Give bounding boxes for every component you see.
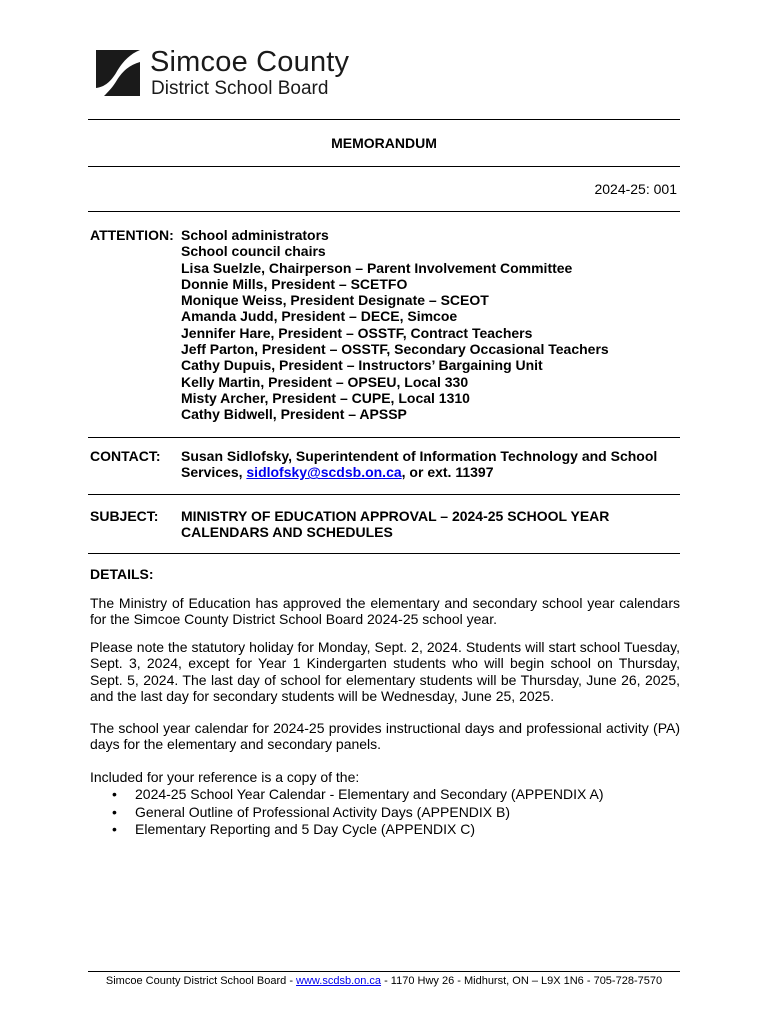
- recipient: School administrators: [181, 227, 329, 243]
- recipient: School council chairs: [181, 243, 326, 260]
- attention-label: ATTENTION:: [90, 227, 174, 243]
- divider: [88, 119, 680, 120]
- appendix-list: [110, 786, 604, 839]
- recipient: Monique Weiss, President Designate – SCEOT: [181, 292, 489, 309]
- contact-line: Susan Sidlofsky, Superintendent of Information Technology and School: [181, 448, 658, 464]
- divider: [88, 211, 680, 212]
- memo-number: 2024-25: 001: [594, 181, 677, 197]
- recipient: Kelly Martin, President – OPSEU, Local 330: [181, 373, 469, 390]
- subject-label: SUBJECT:: [90, 508, 159, 524]
- contact-email-link[interactable]: sidlofsky@scdsb.on.ca: [246, 464, 402, 481]
- footer-prefix: Simcoe County District School Board -: [105, 975, 297, 987]
- list-item: • 2024-25 School Year Calendar - Elementary and Secondary (APPENDIX A): [110, 786, 604, 804]
- details-label: DETAILS:: [90, 566, 154, 582]
- recipient: Cathy Bidwell, President – APSSP: [181, 406, 407, 423]
- org-name-line1: Simcoe County: [150, 46, 350, 78]
- recipient: Amanda Judd, President – DECE, Simcoe: [181, 308, 458, 325]
- recipient: Jeff Parton, President – OSSTF, Secondary Occasional Teachers: [181, 341, 609, 358]
- footer-suffix: - 1170 Hwy 26 - Midhurst, ON – L9X 1N6 - 705-728-7570: [381, 975, 663, 987]
- attention-recipients: [181, 227, 676, 423]
- details-paragraph: Please note the statutory holiday for Monday, Sept. 2, 2024. Students will start school Tuesday, Sept. 3, 2024, except for Year 1 Kindergarten students who will begin school on Thursday, Sept. 5, 2024. The last day of school for elementary students will be Thursday, June 26, 2025, and the last day for secondary students will be Wednesday, June 25, 2025.: [90, 639, 680, 704]
- footer: [88, 975, 680, 987]
- subject-line: MINISTRY OF EDUCATION APPROVAL – 2024-25 SCHOOL YEAR: [181, 508, 610, 524]
- contact-prefix: Services,: [181, 464, 247, 481]
- recipient: Cathy Dupuis, President – Instructors’ Bargaining Unit: [181, 357, 543, 374]
- contact-details: [181, 448, 676, 481]
- divider: [88, 494, 680, 495]
- footer-website-link[interactable]: www.scdsb.on.ca: [296, 975, 382, 987]
- contact-suffix: , or ext. 11397: [401, 464, 494, 481]
- details-paragraph: The school year calendar for 2024-25 provides instructional days and professional activity (PA) days for the elementary and secondary panels.: [90, 720, 680, 753]
- org-name-line2: District School Board: [151, 78, 329, 99]
- details-paragraph: Included for your reference is a copy of the:: [90, 769, 360, 785]
- list-item: • General Outline of Professional Activity Days (APPENDIX B): [110, 804, 604, 822]
- subject-text: [181, 508, 676, 541]
- recipient: Lisa Suelzle, Chairperson – Parent Involvement Committee: [181, 259, 573, 276]
- subject-line: CALENDARS AND SCHEDULES: [181, 524, 393, 541]
- memo-title: MEMORANDUM: [331, 135, 437, 151]
- contact-label: CONTACT:: [90, 448, 161, 464]
- divider: [88, 166, 680, 167]
- divider: [88, 437, 680, 438]
- details-paragraph: The Ministry of Education has approved the elementary and secondary school year calendars for the Simcoe County District School Board 2024-25 school year.: [90, 595, 680, 628]
- recipient: Donnie Mills, President – SCETFO: [181, 275, 408, 292]
- board-logo-icon: [96, 50, 140, 96]
- recipient: Jennifer Hare, President – OSSTF, Contract Teachers: [181, 324, 533, 341]
- divider: [88, 553, 680, 554]
- contact-line: [181, 464, 676, 480]
- list-item: • Elementary Reporting and 5 Day Cycle (APPENDIX C): [110, 821, 604, 839]
- recipient: Misty Archer, President – CUPE, Local 1310: [181, 389, 470, 406]
- footer-divider: [88, 971, 680, 972]
